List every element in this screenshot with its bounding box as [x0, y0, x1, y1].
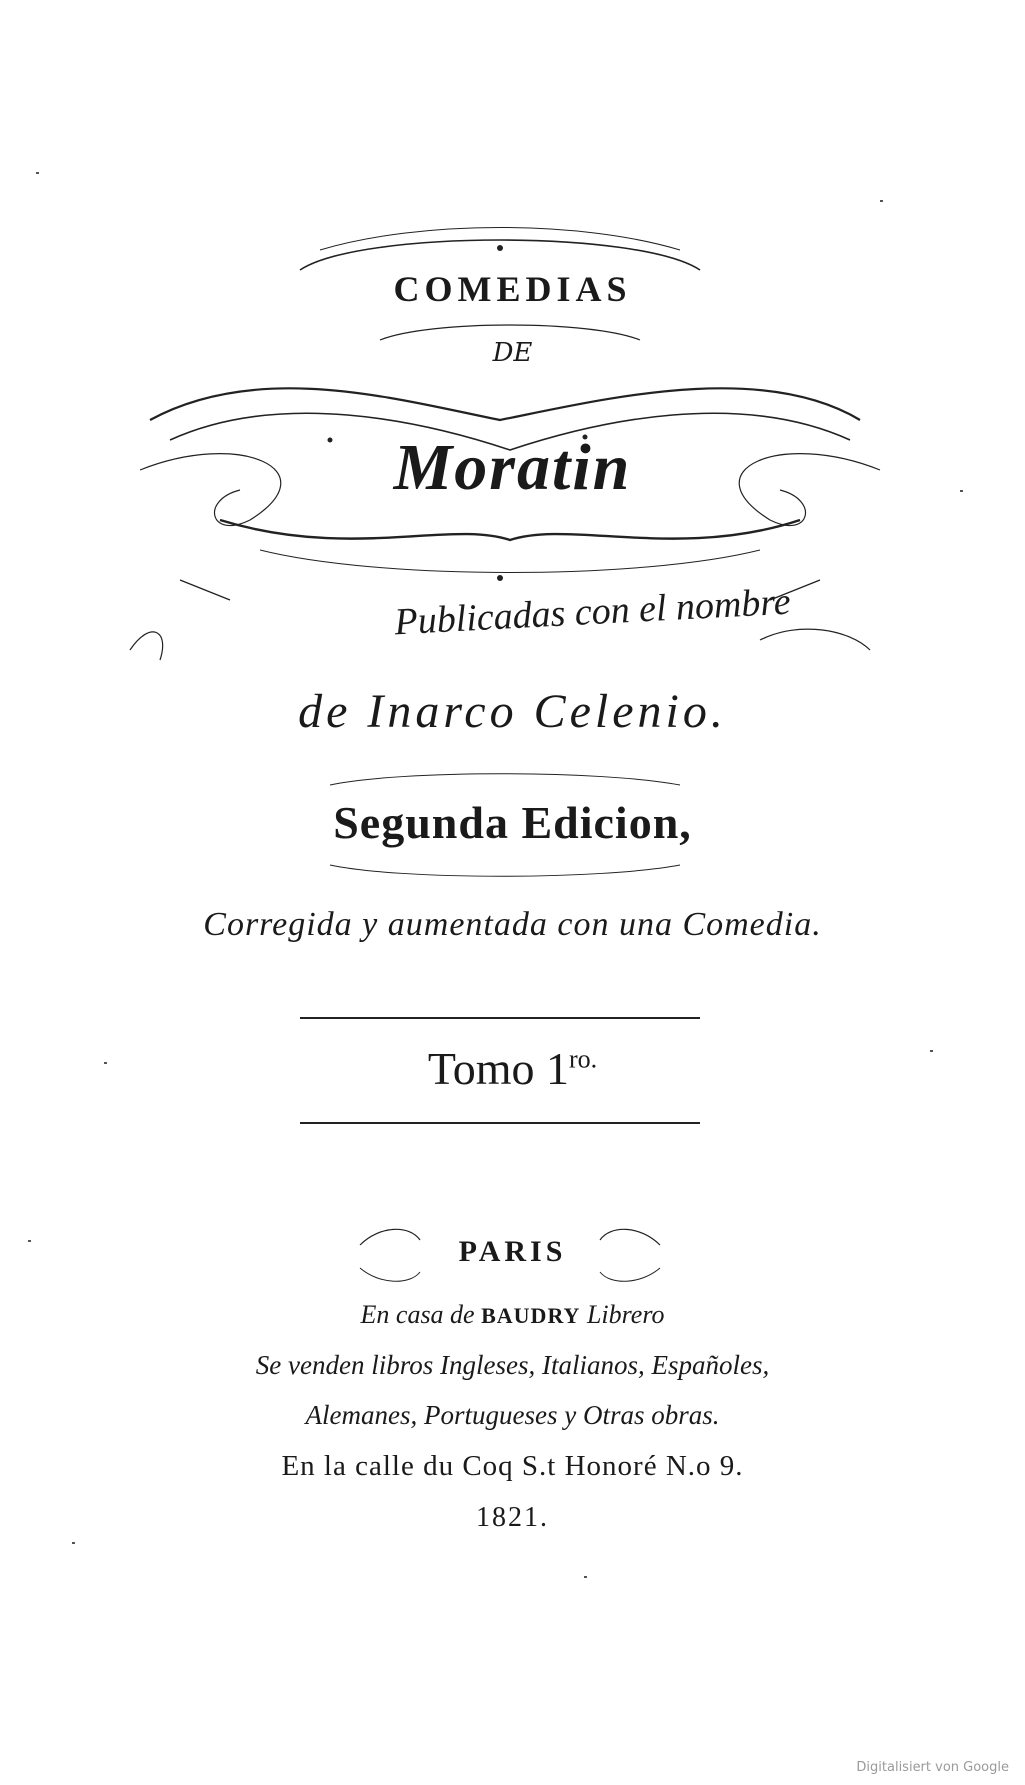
volume-ordinal: ro.: [569, 1044, 598, 1074]
volume-text: Tomo 1: [427, 1043, 569, 1094]
paper-speck: [104, 1062, 107, 1064]
imprint-line-1-suffix: Librero: [586, 1300, 665, 1329]
title-comedias: COMEDIAS: [393, 269, 632, 309]
paper-speck: [960, 490, 963, 492]
imprint-address: En la calle du Coq S.t Honoré N.o 9.: [281, 1450, 744, 1482]
subtitle-publicadas: Publicadas con el nombre: [393, 580, 792, 644]
imprint-city: PARIS: [458, 1235, 567, 1268]
digitization-watermark: Digitalisiert von Google: [856, 1760, 1009, 1775]
imprint-line-1: [0, 1300, 1025, 1330]
imprint-line-3: Alemanes, Portugueses y Otras obras.: [305, 1400, 720, 1430]
paper-speck: [584, 1576, 587, 1578]
paper-speck: [72, 1542, 75, 1544]
subtitle-pseudonym: de Inarco Celenio.: [298, 685, 727, 738]
imprint-line-1-prefix: En casa de: [360, 1300, 475, 1329]
title-author-name: Moratin: [393, 431, 632, 504]
imprint-year: 1821.: [476, 1502, 549, 1533]
imprint-line-2: Se venden libros Ingleses, Italianos, Españoles,: [255, 1350, 770, 1380]
imprint-publisher-name: BAUDRY: [481, 1303, 581, 1328]
paper-speck: [930, 1050, 933, 1052]
paper-speck: [28, 1240, 31, 1242]
divider-rule-top: [300, 1017, 700, 1019]
edition-note: Corregida y aumentada con una Comedia.: [203, 906, 822, 943]
paper-speck: [880, 200, 883, 202]
divider-rule-bottom: [300, 1122, 700, 1124]
volume-label: [0, 1042, 1025, 1095]
paper-speck: [36, 172, 39, 174]
title-de: DE: [492, 338, 533, 368]
edition-label: Segunda Edicion,: [333, 797, 692, 848]
